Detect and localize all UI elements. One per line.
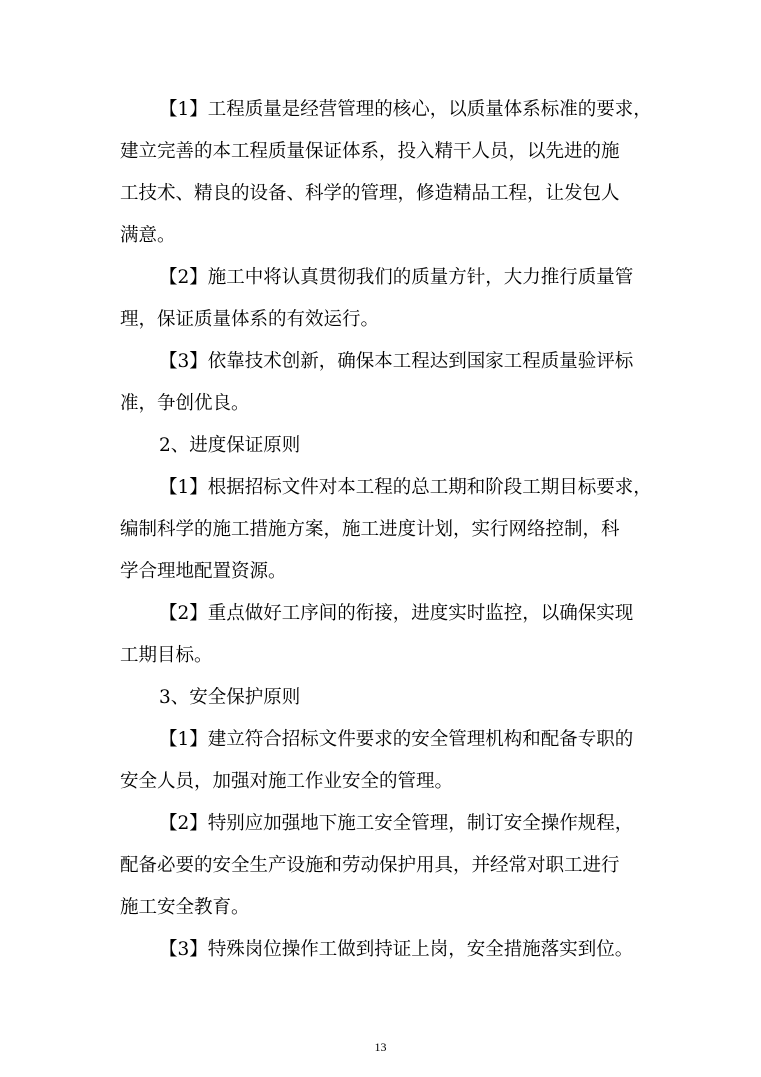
paragraph-line: 编制科学的施工措施方案，施工进度计划，实行网络控制，科	[120, 519, 620, 540]
paragraph-line: 工期目标。	[120, 645, 213, 666]
paragraph-line: 【2】特别应加强地下施工安全管理，制订安全操作规程，	[159, 813, 634, 834]
paragraph-line: 理，保证质量体系的有效运行。	[120, 309, 380, 330]
paragraph-line: 【3】特殊岗位操作工做到持证上岗，安全措施落实到位。	[159, 939, 634, 960]
paragraph-line: 【1】工程质量是经营管理的核心，以质量体系标准的要求，	[159, 99, 652, 120]
paragraph-line: 学合理地配置资源。	[120, 561, 287, 582]
paragraph-line: 【1】根据招标文件对本工程的总工期和阶段工期目标要求，	[159, 477, 652, 498]
paragraph-line: 【2】重点做好工序间的衔接，进度实时监控，以确保实现	[159, 603, 634, 624]
section-heading: 2、进度保证原则	[159, 435, 301, 456]
paragraph-line: 【1】建立符合招标文件要求的安全管理机构和配备专职的	[159, 729, 634, 750]
paragraph-line: 工技术、精良的设备、科学的管理，修造精品工程，让发包人	[120, 183, 620, 204]
paragraph-line: 施工安全教育。	[120, 897, 250, 918]
paragraph-line: 准，争创优良。	[120, 393, 250, 414]
paragraph-line: 建立完善的本工程质量保证体系，投入精干人员，以先进的施	[120, 141, 620, 162]
paragraph-line: 【3】依靠技术创新，确保本工程达到国家工程质量验评标	[159, 351, 634, 372]
paragraph-line: 配备必要的安全生产设施和劳动保护用具，并经常对职工进行	[120, 855, 620, 876]
section-heading: 3、安全保护原则	[159, 687, 301, 708]
paragraph-line: 满意。	[120, 225, 176, 246]
page-number: 13	[374, 1040, 387, 1054]
paragraph-line: 安全人员，加强对施工作业安全的管理。	[120, 771, 454, 792]
paragraph-line: 【2】施工中将认真贯彻我们的质量方针，大力推行质量管	[159, 267, 634, 288]
